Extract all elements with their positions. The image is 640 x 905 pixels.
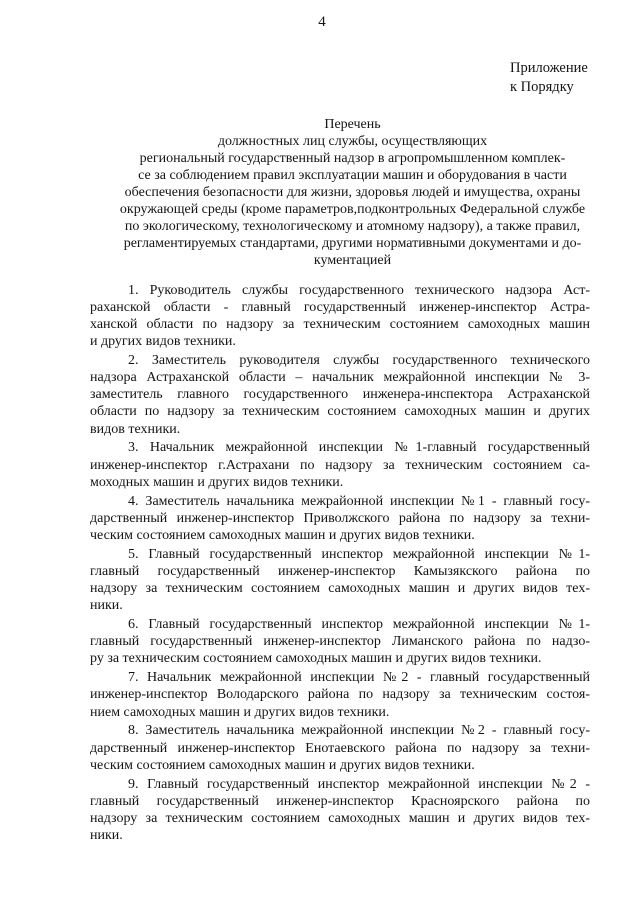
item-line: ники.	[90, 828, 123, 844]
item-line: 9. Главный государственный инспектор межрайонной инспекции №2 -	[128, 776, 590, 792]
item-line: надзору за техническим состоянием самоходных машин и других видов тех-	[90, 581, 590, 597]
item-line: 1. Руководитель службы государственного технического надзора Аст-	[128, 282, 590, 298]
positions-list	[90, 282, 590, 845]
title-line: регламентируемых стандартами, другими нормативными документами и до-	[123, 235, 582, 251]
title-line: се за соблюдением правил эксплуатации машин и оборудования в части	[138, 167, 567, 183]
item-line: 6. Главный государственный инспектор межрайонной инспекции №1-	[128, 617, 590, 633]
item-line: надзора Астраханской области – начальник межрайонной инспекции № 3-	[90, 370, 590, 386]
item-line: ники.	[90, 598, 123, 614]
item-line: дарственный инженер-инспектор Енотаевского района по надзору за техни-	[90, 740, 590, 756]
item-line: надзору за техническим состоянием самоходных машин и других видов тех-	[90, 810, 590, 826]
appendix-line-2: к Порядку	[510, 79, 574, 95]
list-item	[90, 282, 590, 351]
item-line: 2. Заместитель руководителя службы государственного технического	[128, 352, 590, 368]
title-line: по экологическому, технологическому и атомному надзору), а также правил,	[124, 218, 581, 234]
item-line: главный государственный инженер-инспектор Лиманского района по надзо-	[90, 634, 590, 650]
item-line: ческим состоянием самоходных машин и других видов техники.	[90, 757, 475, 773]
item-line: дарственный инженер-инспектор Приволжского района по надзору за техни-	[90, 510, 590, 526]
item-line: и других видов техники.	[90, 334, 236, 350]
title-line: кументацией	[313, 252, 392, 268]
list-item	[90, 493, 590, 545]
item-line: ческим состоянием самоходных машин и других видов техники.	[90, 527, 475, 543]
item-line: видов техники.	[90, 421, 181, 437]
item-line: главный государственный инженер-инспектор Камызякского района по	[90, 563, 590, 579]
item-line: ру за техническим состоянием самоходных машин и других видов техники.	[90, 651, 542, 667]
list-item	[90, 669, 590, 721]
title-line: региональный государственный надзор в агропромышленном комплек-	[139, 150, 566, 166]
item-line: области по надзору за техническим состоянием самоходных машин и других	[90, 404, 590, 420]
item-line: 3. Начальник межрайонной инспекции №1-главный государственный	[128, 440, 590, 456]
list-item	[90, 546, 590, 615]
title-line: должностных лиц службы, осуществляющих	[217, 133, 488, 149]
item-line: главный государственный инженер-инспектор Красноярского района по	[90, 793, 590, 809]
item-line: 8. Заместитель начальника межрайонной инспекции №2 - главный госу-	[128, 723, 590, 739]
appendix-note	[510, 59, 620, 97]
item-line: инженер-инспектор Володарского района по надзору за техническим состоя-	[90, 687, 590, 703]
item-line: нием самоходных машин и других видов техники.	[90, 704, 390, 720]
item-line: раханской области - главный государственный инженер-инспектор Астра-	[90, 299, 590, 315]
list-item	[90, 352, 590, 438]
item-line: 5. Главный государственный инспектор межрайонной инспекции №1-	[128, 546, 590, 562]
title-line: обеспечения безопасности для жизни, здоровья людей и имущества, охраны	[124, 184, 581, 200]
item-line: 4. Заместитель начальника межрайонной инспекции №1 - главный госу-	[128, 493, 590, 509]
title-heading: Перечень	[324, 116, 381, 132]
page-number: 4	[318, 14, 326, 30]
title-line: окружающей среды (кроме параметров,подконтрольных Федеральной службе	[119, 201, 586, 217]
item-line: инженер-инспектор г.Астрахани по надзору за техническим состоянием са-	[90, 457, 590, 473]
item-line: ханской области по надзору за техническим состоянием самоходных машин	[90, 316, 590, 332]
item-line: заместитель главного государственного инженера-инспектора Астраханской	[90, 387, 590, 403]
list-item	[90, 722, 590, 774]
list-item	[90, 776, 590, 845]
list-item	[90, 616, 590, 668]
document-title	[80, 116, 625, 269]
item-line: 7. Начальник межрайонной инспекции №2 - главный государственный	[128, 670, 590, 686]
appendix-line-1: Приложение	[510, 60, 588, 76]
item-line: моходных машин и других видов техники.	[90, 474, 344, 490]
list-item	[90, 439, 590, 491]
